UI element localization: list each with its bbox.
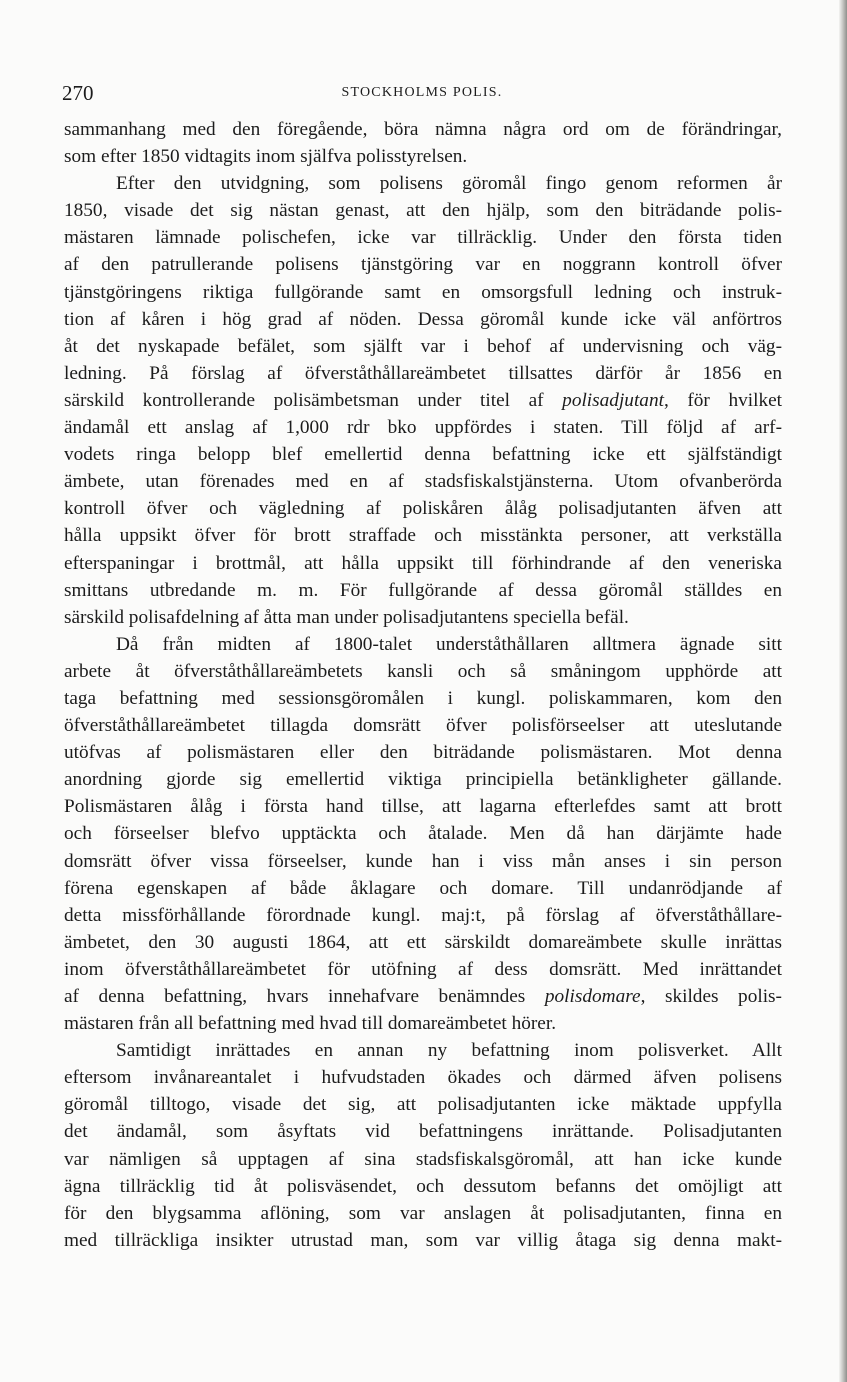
text-line: ämbete, utan förenades med en af stadsfiskalstjänsterna. Utom ofvanberörda — [64, 471, 782, 493]
text-line: för den blygsamma aflöning, som var anslagen åt polisadjutanten, finna en — [64, 1202, 782, 1224]
text-line: eftersom invånareantalet i hufvudstaden ökades och därmed äfven polisens — [64, 1067, 782, 1089]
text-run: särskild kontrollerande polisämbetsman under titel af — [64, 389, 563, 411]
text-line: mästaren från all befattning med hvad till domareämbetet hörer. — [64, 1013, 557, 1035]
text-line: tion af kåren i hög grad af nöden. Dessa göromål kunde icke väl anförtros — [64, 308, 782, 330]
text-line: detta missförhållande förordnade kungl. maj:t, på förslag af öfverståthållare- — [64, 904, 782, 926]
page-edge-shadow — [839, 0, 847, 1382]
text-line: åt det nyskapade befälet, som själft var i behof af undervisning och väg- — [64, 335, 782, 357]
text-run: af denna befattning, hvars innehafvare benämndes — [64, 986, 545, 1007]
text-line — [64, 983, 782, 1010]
text-line: efterspaningar i brottmål, att hålla uppsikt till förhindrande af den veneriska — [64, 552, 782, 574]
text-line: inom öfverståthållareämbetet för utöfning af dess domsrätt. Med inrättandet — [64, 958, 782, 980]
text-run: , skildes polis- — [640, 986, 782, 1007]
text-line: domsrätt öfver vissa förseelser, kunde han i viss mån anses i sin person — [64, 850, 782, 872]
text-line: Då från midten af 1800-talet underståthållaren alltmera ägnade sitt — [116, 633, 782, 655]
text-line: öfverståthållareämbetet tillagda domsrätt öfver polisförseelser att uteslutande — [64, 715, 782, 737]
text-line: utöfvas af polismästaren eller den biträdande polismästaren. Mot denna — [64, 742, 782, 764]
text-line: som efter 1850 vidtagits inom själfva polisstyrelsen. — [64, 146, 468, 168]
page-number: 270 — [62, 81, 94, 105]
text-run: , för hvilket — [663, 389, 782, 411]
text-line: Efter den utvidgning, som polisens göromål fingo genom reformen år — [116, 173, 782, 195]
text-line: Polismästaren ålåg i första hand tillse, att lagarna efterlefdes samt att brott — [64, 796, 782, 818]
text-line: göromål tilltogo, visade det sig, att polisadjutanten icke mäktade uppfylla — [64, 1094, 782, 1116]
text-line: ledning. På förslag af öfverståthållareämbetet tillsattes därför år 1856 en — [64, 362, 782, 384]
italic-term: polisadjutant — [562, 389, 664, 411]
page-header — [62, 80, 782, 106]
text-line: mästaren lämnade polischefen, icke var tillräcklig. Under den första tiden — [64, 227, 782, 249]
text-line: ägna tillräcklig tid åt polisväsendet, och dessutom befanns det omöjligt att — [64, 1175, 782, 1197]
italic-term: polisdomare — [544, 986, 641, 1007]
text-line: var nämligen så upptagen af sina stadsfiskalsgöromål, att han icke kunde — [64, 1148, 782, 1170]
text-line: arbete åt öfverståthållareämbetets kansli och så småningom upphörde att — [64, 660, 782, 682]
text-line: tjänstgöringens riktiga fullgörande samt en omsorgsfull ledning och instruk- — [64, 281, 782, 303]
text-line: af den patrullerande polisens tjänstgöring var en noggrann kontroll öfver — [64, 254, 782, 276]
text-line: 1850, visade det sig nästan genast, att den hjälp, som den biträdande polis- — [64, 200, 782, 222]
text-line: och förseelser blefvo upptäckta och åtalade. Men då han därjämte hade — [64, 823, 782, 845]
body-text — [64, 116, 782, 1254]
text-line — [64, 387, 782, 414]
text-line: det ändamål, som åsyftats vid befattningens inrättande. Polisadjutanten — [64, 1121, 782, 1143]
running-title: STOCKHOLMS POLIS. — [341, 85, 503, 100]
text-line: med tillräckliga insikter utrustad man, som var villig åtaga sig denna makt- — [64, 1229, 782, 1251]
text-line: vodets ringa belopp blef emellertid denna befattning icke ett själfständigt — [64, 444, 782, 466]
text-line: anordning gjorde sig emellertid viktiga principiella betänkligheter gällande. — [64, 769, 782, 791]
text-line: taga befattning med sessionsgöromålen i kungl. poliskammaren, kom den — [64, 687, 782, 709]
text-line: särskild polisafdelning af åtta man under polisadjutantens speciella befäl. — [64, 606, 629, 628]
text-line: sammanhang med den föregående, böra nämna några ord om de förändringar, — [64, 119, 782, 140]
text-line: kontroll öfver och vägledning af poliskåren ålåg polisadjutanten äfven att — [64, 498, 782, 520]
text-line: hålla uppsikt öfver för brott straffade och misstänkta personer, att verkställa — [64, 525, 782, 547]
text-line: Samtidigt inrättades en annan ny befattning inom polisverket. Allt — [116, 1040, 782, 1062]
text-line: förena egenskapen af både åklagare och domare. Till undanrödjande af — [64, 877, 782, 899]
text-line: ämbetet, den 30 augusti 1864, att ett särskildt domareämbete skulle inrättas — [64, 931, 782, 953]
text-line: ändamål ett anslag af 1,000 rdr bko uppfördes i staten. Till följd af arf- — [64, 417, 782, 439]
text-line: smittans utbredande m. m. För fullgörande af dessa göromål ställdes en — [64, 579, 782, 601]
